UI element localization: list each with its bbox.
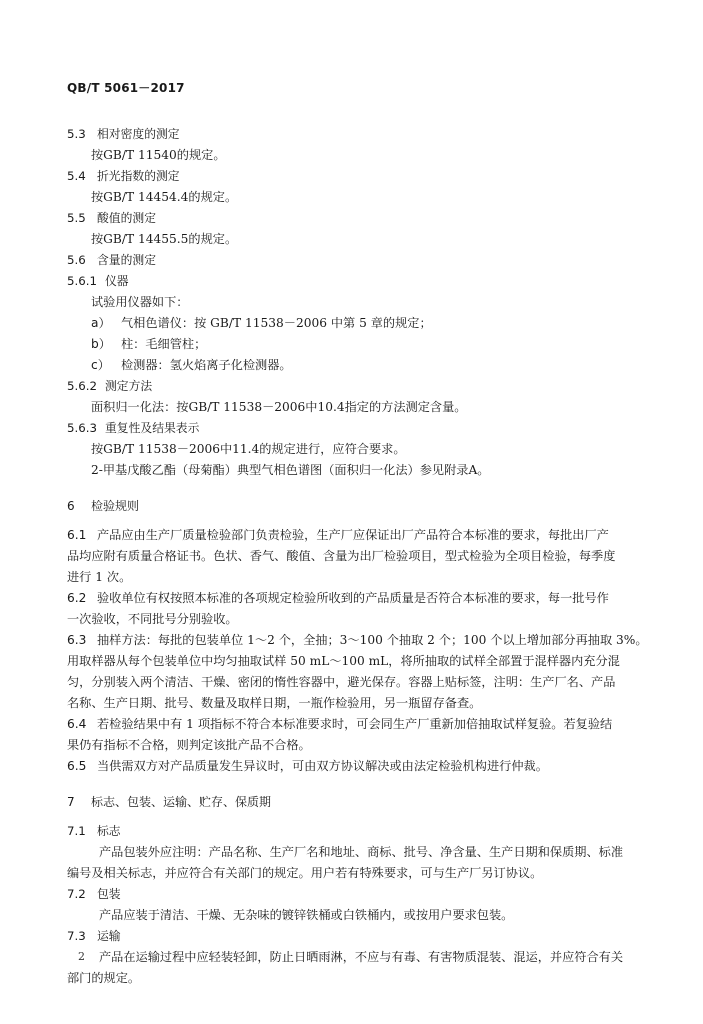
section-7-2-line: 产品应装于清洁、干燥、无杂味的镀锌铁桶或白铁桶内，或按用户要求包装。 xyxy=(99,908,514,922)
chapter-6-heading xyxy=(67,493,651,519)
section-5-6-1-intro: 试验用仪器如下： xyxy=(91,295,189,309)
clause-number: 6.3 xyxy=(67,633,87,647)
section-title: 测定方法 xyxy=(105,379,153,393)
section-7-1-line: 产品包装外应注明：产品名称、生产厂名和地址、商标、批号、净含量、生产日期和保质期、标准 xyxy=(99,845,624,859)
section-7-3-line: 产品在运输过程中应轻装轻卸，防止日晒雨淋，不应与有毒、有害物质混装、混运，并应符合有关 xyxy=(99,950,624,964)
section-7-3-heading xyxy=(67,926,651,947)
clause-6-3-line xyxy=(67,630,651,651)
section-5-6-2-body: 面积归一化法：按GB/T 11538－2006中10.4指定的方法测定含量。 xyxy=(91,400,467,414)
list-item-text: 柱：毛细管柱； xyxy=(121,337,207,351)
clause-6-2-line xyxy=(67,588,651,609)
clause-text: 若检验结果中有 1 项指标不符合本标准要求时，可会同生产厂重新加倍抽取试样复验。若复验结 xyxy=(97,717,613,731)
list-marker: a） xyxy=(91,316,111,330)
section-title: 运输 xyxy=(97,929,121,943)
chapter-number: 6 xyxy=(67,499,75,513)
clause-6-4-line xyxy=(67,714,651,735)
list-item xyxy=(67,334,651,355)
section-number: 5.6.1 xyxy=(67,274,98,288)
chapter-7-heading xyxy=(67,789,651,815)
section-number: 7.1 xyxy=(67,824,86,838)
section-5-5-body: 按GB/T 14455.5的规定。 xyxy=(91,232,238,246)
section-5-6-2-heading xyxy=(67,376,651,397)
section-number: 5.5 xyxy=(67,211,86,225)
list-marker: c） xyxy=(91,358,110,372)
section-5-5-heading xyxy=(67,208,651,229)
clause-number: 6.4 xyxy=(67,717,87,731)
clause-number: 6.1 xyxy=(67,528,87,542)
section-7-1-line: 编号及相关标志，并应符合有关部门的规定。用户若有特殊要求，可与生产厂另订协议。 xyxy=(67,866,543,880)
clause-6-1-line xyxy=(67,525,651,546)
page-number: 2 xyxy=(78,950,85,963)
list-item xyxy=(67,313,651,334)
clause-6-3-line: 匀，分别装入两个清洁、干燥、密闭的惰性容器中，避光保存。容器上贴标签，注明：生产厂名、产品 xyxy=(67,675,616,689)
chapter-title: 检验规则 xyxy=(91,499,140,513)
section-5-6-1-heading xyxy=(67,271,651,292)
clause-6-1-line: 进行 1 次。 xyxy=(67,570,132,584)
clause-text: 产品应由生产厂质量检验部门负责检验，生产厂应保证出厂产品符合本标准的要求，每批出厂产 xyxy=(97,528,609,542)
clause-6-4-line: 果仍有指标不合格，则判定该批产品不合格。 xyxy=(67,738,311,752)
clause-text: 验收单位有权按照本标准的各项规定检验所收到的产品质量是否符合本标准的要求，每一批号作 xyxy=(97,591,609,605)
section-title: 仪器 xyxy=(105,274,129,288)
section-5-6-3-body: 按GB/T 11538－2006中11.4的规定进行，应符合要求。 xyxy=(91,442,406,456)
section-number: 5.6.2 xyxy=(67,379,98,393)
list-item xyxy=(67,355,651,376)
clause-number: 6.2 xyxy=(67,591,87,605)
section-title: 酸值的测定 xyxy=(97,211,156,225)
clause-6-2-line: 一次验收，不同批号分别验收。 xyxy=(67,612,238,626)
section-title: 含量的测定 xyxy=(97,253,156,267)
section-7-1-heading xyxy=(67,821,651,842)
section-number: 7.2 xyxy=(67,887,86,901)
chapter-number: 7 xyxy=(67,795,75,809)
section-number: 5.3 xyxy=(67,127,86,141)
list-item-text: 检测器：氢火焰离子化检测器。 xyxy=(121,358,292,372)
section-5-3-body: 按GB/T 11540的规定。 xyxy=(91,148,226,162)
section-number: 5.6 xyxy=(67,253,86,267)
clause-6-1-line: 品均应附有质量合格证书。色状、香气、酸值、含量为出厂检验项目，型式检验为全项目检验，每季度 xyxy=(67,549,616,563)
clause-number: 6.5 xyxy=(67,759,87,773)
section-title: 折光指数的测定 xyxy=(97,169,180,183)
section-5-6-3-heading xyxy=(67,418,651,439)
section-title: 重复性及结果表示 xyxy=(105,421,200,435)
list-marker: b） xyxy=(91,337,111,351)
section-5-6-3-note: 2-甲基戊酸乙酯（母菊酯）典型气相色谱图（面积归一化法）参见附录A。 xyxy=(91,463,490,477)
clause-6-3-line: 名称、生产日期、批号、数量及取样日期，一瓶作检验用，另一瓶留存备查。 xyxy=(67,696,482,710)
page-content xyxy=(67,124,651,989)
standard-code: QB/T 5061－2017 xyxy=(67,81,185,95)
section-title: 相对密度的测定 xyxy=(97,127,180,141)
section-title: 标志 xyxy=(97,824,121,838)
clause-text: 当供需双方对产品质量发生异议时，可由双方协议解决或由法定检验机构进行仲裁。 xyxy=(97,759,548,773)
section-7-2-heading xyxy=(67,884,651,905)
section-title: 包装 xyxy=(97,887,121,901)
section-5-4-heading xyxy=(67,166,651,187)
section-number: 7.3 xyxy=(67,929,86,943)
chapter-title: 标志、包装、运输、贮存、保质期 xyxy=(91,795,272,809)
section-5-4-body: 按GB/T 14454.4的规定。 xyxy=(91,190,238,204)
section-5-6-heading xyxy=(67,250,651,271)
clause-6-5-line xyxy=(67,756,651,777)
section-5-3-heading xyxy=(67,124,651,145)
section-7-3-line: 部门的规定。 xyxy=(67,971,141,985)
section-number: 5.6.3 xyxy=(67,421,98,435)
clause-6-3-line: 用取样器从每个包装单位中均匀抽取试样 50 mL～100 mL，将所抽取的试样全部置于混样器内充分混 xyxy=(67,654,620,668)
list-item-text: 气相色谱仪：按 GB/T 11538－2006 中第 5 章的规定； xyxy=(121,316,432,330)
section-number: 5.4 xyxy=(67,169,86,183)
clause-text: 抽样方法：每批的包装单位 1～2 个，全抽；3～100 个抽取 2 个；100 个以上增加部分再抽取 3%。 xyxy=(97,633,648,647)
